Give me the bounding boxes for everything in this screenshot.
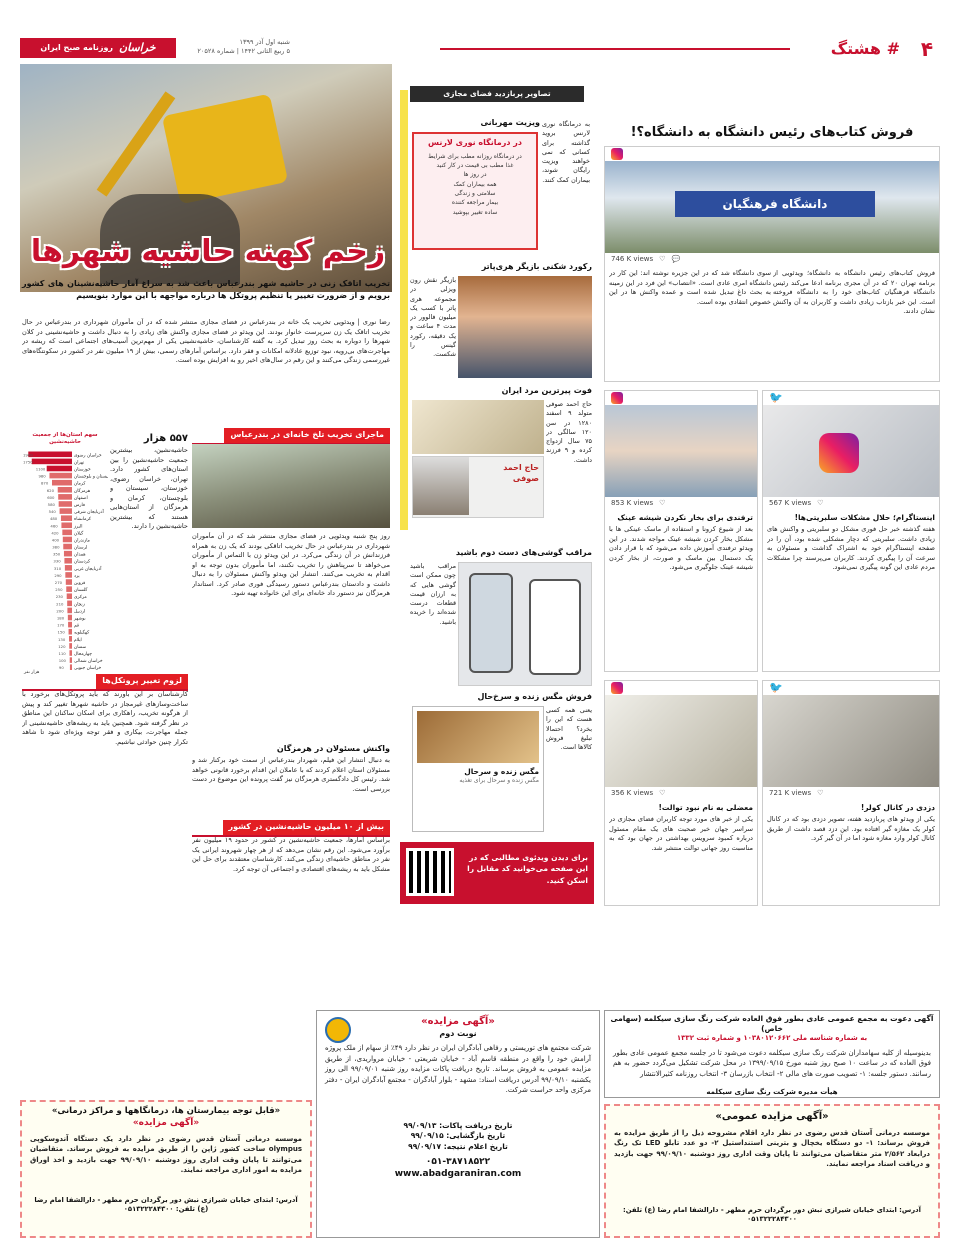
- qr-code-icon[interactable]: [406, 848, 454, 896]
- sub1-heading: [192, 428, 390, 445]
- excavator-arm: [97, 91, 176, 196]
- item5-title: فروش مگس زنده و سرخ‌حال: [477, 692, 592, 701]
- ad2-website[interactable]: www.abadgaraniran.com: [394, 1168, 522, 1179]
- chart-value-label: 100: [58, 657, 66, 663]
- chart-value-label: 1100: [35, 466, 46, 472]
- chart-value-label: 230: [55, 594, 63, 600]
- chart-value-label: 380: [52, 544, 60, 550]
- card2-stats-bar: [763, 497, 939, 511]
- card1-stats-bar: [605, 253, 939, 267]
- instagram-icon: [611, 682, 623, 694]
- fly-ad-title: مگس زنده و سرحال: [464, 767, 539, 776]
- ad4-sub: «آگهی مزایده»: [132, 1118, 200, 1129]
- item5-caption: یعنی همه کسی هست که این را بخرد؟ احتمالا تبلیغ فروش کالاها است.: [546, 706, 592, 752]
- qr-text: برای دیدن ویدئوی مطالبی که در این صفحه می‌خوانید کد مقابل را اسکن کنید.: [467, 853, 588, 885]
- item4-caption: مراقب باشید چون ممکن است گوشی هایی که به ارزان قیمت قطعات درست شده‌اند را خریده باشید.: [410, 562, 456, 626]
- poster-line: در درمانگاه روزانه مطب برای شرایط: [428, 152, 522, 160]
- chart-category-label: خراسان جنوبی: [74, 666, 102, 672]
- chart-category-label: هرمزگان: [74, 488, 91, 494]
- chart-category-label: فارس: [74, 502, 85, 508]
- chart-category-label: گلستان: [74, 587, 88, 593]
- ad-endoscope-auction: [20, 1100, 312, 1238]
- chart-bar: [63, 544, 72, 550]
- views-count-4: 721 K views: [769, 789, 812, 798]
- chart-bar: [68, 615, 72, 621]
- chart-bar: [68, 622, 72, 628]
- chart-value-label: 110: [58, 650, 66, 656]
- chart-bar: [67, 607, 72, 613]
- middle-yellow-strip: [400, 90, 408, 530]
- chart-category-label: خراسان رضوی: [74, 453, 102, 459]
- chart-bar: [65, 572, 72, 578]
- sub2-heading: واکنش مسئولان در هرمزگان: [276, 744, 390, 753]
- chart-value-label: 350: [52, 551, 61, 557]
- fly-ad-line: مگس زنده و سرحال برای تغذیه: [459, 777, 539, 785]
- chart-unit-label: هزار نفر: [24, 669, 40, 675]
- chart-value-label: 1900: [23, 452, 33, 458]
- chart-bar: [66, 586, 72, 592]
- excavator-shape: [162, 94, 288, 205]
- chart-value-label: 270: [54, 579, 63, 585]
- chart-category-label: بوشهر: [74, 616, 86, 622]
- poster-lines: [418, 152, 532, 217]
- province-bar-chart: [22, 447, 108, 675]
- main-intro: رضا نوری | ویدئویی تخریب یک خانه در بندرعباس در فضای مجازی منتشر شده که در آن مأموران شهرداری در بندرعباس در حال تخریب اتاقک یک زن سرپرست خانوار بودند. این ویدئو در فضای مجازی واکنش های زیادی را به دنبال داشت و حاشیه‌نشینی در کلان شهرها را دوباره به بحث روز تبدیل کرد. به گفته کارشناسان، حاشیه‌نشینی یکی از مهم‌ترین آسیب‌های اجتماعی است که ریشه در مهاجرت‌های بی‌رویه، نبود توزیع عادلانه امکانات و فقر دارد. براساس آمارهای رسمی، بیش از ۱۹ میلیون نفر در کشور در سکونتگاه‌های غیررسمی زندگی می‌کنند و این رقم در سال‌های اخیر رو به افزایش بوده است.: [22, 318, 390, 365]
- item2-caption: بازیگر نقش رون ویزلی در مجموعه هری پاتر با کسب یک میلیون فالوور در مدت ۴ ساعت و یک دقیقه، رکورد گینس را شکست.: [410, 276, 456, 359]
- card3-stats-bar: [605, 497, 757, 511]
- chart-category-label: آذربایجان غربی: [74, 566, 102, 572]
- chart-value-label: 420: [51, 530, 59, 536]
- chart-category-label: خراسان شمالی: [74, 658, 103, 664]
- university-post-card: [604, 146, 940, 382]
- ad2-date-3: تاریخ اعلام نتیجه: ۹۹/۰۹/۱۷: [408, 1141, 508, 1151]
- instagram-logo-icon: [819, 433, 859, 473]
- card3-title: ترفندی برای بخار نکردن شیشه عینک: [617, 513, 753, 522]
- ad3-address: آدرس: ابتدای خیابان شیرازی نبش دور برگردان حرم مطهر - دارالشفا امام رضا (ع) تلفن: ۰۵۱۳۲۲۲۸۴۳۰۰: [623, 1205, 921, 1223]
- qr-panel: [400, 842, 594, 904]
- instagram-icon: [611, 148, 623, 160]
- chart-bar: [52, 480, 72, 486]
- demolition-photo: [192, 444, 390, 528]
- chart-value-label: 310: [53, 565, 62, 571]
- toilet-post-card: [604, 680, 758, 906]
- chart-category-label: آذربایجان شرقی: [74, 509, 104, 515]
- chart-bar: [64, 551, 72, 557]
- ad1-body: بدینوسیله از کلیه سهامداران شرکت رنگ سازی سیکلمه دعوت می‌شود تا در جلسه مجمع عمومی عادی بطور فوق العاده که در ساعت ۱۰ صبح روز شنبه مورخ ۱۳۹۹/۰۹/۱۵ در محل شرکت تشکیل می‌گردد حضور به هم رسانند. دستور جلسه: ۱- تصویب صورت های مالی ۲- انتخاب بازرسان ۳- انتخاب روزنامه کثیرالانتشار: [613, 1048, 931, 1078]
- oldman-poster: [412, 456, 544, 518]
- ad2-date-1: تاریخ دریافت پاکات: ۹۹/۰۹/۱۳: [403, 1121, 513, 1131]
- chart-category-label: یزد: [74, 573, 80, 579]
- ad2-body: شرکت مجتمع های توریستی و رفاهی آبادگران ایران در نظر دارد ۴۹٪ از سهام از ملک پروژه آرامش خود را واقع در منطقه قاسم آباد - خیابان شریعتی - خیابان مرواریدی، از طریق مزایده عمومی به فروش برساند. تاریخ دریافت پاکات مزایده روز شنبه ۹۹/۰۹/۰۱ الی روز یکشنبه ۹۹/۰۹/۱۰ آدرس دریافت اسناد: مشهد - بلوار آبادگران - مجتمع آبادگران ایران - دفتر مرکزی واحد حراست شرکت.: [325, 1044, 592, 1095]
- heart-icon[interactable]: ♡: [659, 789, 666, 798]
- chart-category-label: البرز: [74, 524, 83, 530]
- poster-title: در درمانگاه نوری لارنس: [428, 138, 522, 147]
- heart-icon[interactable]: ♡: [817, 499, 824, 508]
- views-count-2: 567 K views: [769, 499, 812, 508]
- ad2-heading: «آگهی مزایده»: [421, 1016, 495, 1027]
- phone-shape-1: [469, 573, 513, 673]
- chart-bar: [67, 600, 72, 606]
- chart-bar: [47, 466, 72, 472]
- views-count-5: 356 K views: [611, 789, 654, 798]
- sub3-heading-text: بیش از ۱۰ میلیون حاشیه‌نشین در کشور: [223, 820, 391, 835]
- chart-bar: [58, 494, 72, 500]
- chart-category-label: مرکزی: [74, 595, 87, 601]
- paper-brand: خراسان: [119, 40, 156, 54]
- chart-bar: [64, 558, 72, 564]
- card1-top-bar: [605, 147, 939, 161]
- sub1-heading-text: ماجرای تخریب تلخ خانه‌ای در بندرعباس: [224, 428, 390, 443]
- views-count-1: 746 K views: [611, 255, 654, 264]
- chart-value-label: 90: [58, 665, 64, 671]
- poster-line: بیمار مراجعه کننده: [451, 199, 499, 207]
- chart-category-label: قزوین: [74, 580, 86, 586]
- chart-bar: [32, 458, 72, 464]
- chart-bar: [60, 508, 72, 514]
- chart-bar: [58, 487, 72, 493]
- item3-caption: حاج احمد صوفی متولد ۹ اسفند ۱۲۸۰ در سن ۱۲۰ سالگی در ۷۵ سال ازدواج کرده و ۹ فرزند داشت.: [546, 400, 592, 464]
- chart-value-label: 130: [58, 636, 66, 642]
- chart-value-label: 480: [49, 516, 58, 522]
- ad4-heading: «قابل توجه بیمارستان ها، درمانگاهها و مراکز درمانی»: [51, 1106, 281, 1116]
- chart-category-label: گیلان: [74, 531, 84, 537]
- card5-title: معضلی به نام نبود توالت!: [658, 803, 753, 812]
- chart-category-label: همدان: [74, 552, 86, 558]
- chart-value-label: 150: [57, 629, 65, 635]
- chart-value-label: 600: [47, 494, 55, 500]
- oldman-portrait: [413, 457, 469, 515]
- heart-icon[interactable]: ♡: [817, 789, 824, 798]
- chart-bar: [66, 579, 72, 585]
- chart-category-label: اصفهان: [74, 495, 88, 501]
- ad3-body: موسسه درمانی آستان قدس رضوی در نظر دارد اقلام مشروحه ذیل را از طریق مزایده به فروش برساند: ۱- دو دستگاه یخچال و بترینی استنداستیل ۲- دو عدد تابلو LED تک رنگ درابعاد ۲/۵۶۲ متر متقاضیان می‌توانند تا پایان وقت اداری روز دوشنبه ۹۹/۰۹/۱۰ جهت بازدید و دریافت اسناد مراجعه نمایند.: [614, 1128, 930, 1168]
- chart-category-label: سمنان: [74, 644, 87, 650]
- instagram-icon: [611, 392, 623, 404]
- card4-top-bar: [763, 681, 939, 695]
- chart-bar: [61, 515, 72, 521]
- ad1-sub: به شماره شناسه ملی ۱۰۳۸۰۱۲۰۶۶۲ و شماره ثبت ۱۳۳۲: [676, 1034, 868, 1043]
- card2-text: هفته گذشته خبر حل فوری مشکل دو سلبریتی و واکنش های زیادی داشت. سلبریتی که دچار مشکلی شده بود، آن را در صفحه اینستاگرام خود به اشتراک گذاشت و مسئولان به سرعت آن را پیگیری کردند. کاربران می‌پرسند چرا مشکلات مردم عادی این گونه پیگیری نمی‌شود.: [767, 525, 935, 572]
- cooler-post-card: [762, 680, 940, 906]
- chart-category-label: سیستان و بلوچستان: [74, 474, 108, 480]
- phones-photo: [458, 562, 592, 686]
- main-headline: زخم کهنه حاشیه شهرها: [30, 234, 386, 269]
- card4-title: دزدی در کانال کولر!: [860, 803, 935, 812]
- university-sign: دانشگاه فرهنگیان: [675, 191, 875, 217]
- chart-value-label: 540: [48, 508, 56, 514]
- ad4-address: آدرس: ابتدای خیابان شیرازی نبش دور برگردان حرم مطهر - دارالشفا امام رضا (ع) تلفن: ۰۵۱۳۲۲۲۸۴۳۰۰: [34, 1195, 298, 1213]
- chart-category-label: چهارمحال: [74, 651, 92, 657]
- poster-line: در روز ها: [463, 171, 487, 179]
- ad3-heading: «آگهی مزایده عمومی»: [715, 1111, 829, 1122]
- chart-value-label: 170: [57, 622, 65, 628]
- sub3-text: براساس آمارها، جمعیت حاشیه‌نشین در کشور در حدود ۱۹ میلیون نفر برآورد می‌شود. این رقم نشان می‌دهد که از هر چهار شهروند ایرانی یک نفر در مناطق حاشیه‌ای زندگی می‌کند. کارشناسان معتقدند برای حل این مشکل باید به ریشه‌های اقتصادی و اجتماعی آن توجه کرد.: [192, 836, 390, 873]
- stat-text: حاشیه‌نشین، بیشترین جمعیت حاشیه‌نشین را بین استان‌های کشور دارد. تهران، خراسان رضوی، خوزستان، سیستان و بلوچستان، کرمان و هرمزگان از استان‌هایی هستند که بیشترین حاشیه‌نشین را دارند.: [110, 446, 188, 531]
- chart-category-label: کرمان: [74, 481, 86, 487]
- ad4-body: موسسه درمانی آستان قدس رضوی در نظر دارد یک دستگاه آندوسکوپی olympus ساخت کشور ژاپن را از طریق مزایده به فروش برساند. متقاضیان می‌توانند تا پایان وقت اداری روز دوشنبه ۹۹/۰۹/۱۰ جهت بازدید و اخذ اوراق مزایده به امور اداری مراجعه نمایند.: [30, 1134, 302, 1175]
- sub3-heading: [192, 820, 390, 837]
- middle-banner: تصاویر پربازدید فضای مجازی: [410, 86, 584, 102]
- card5-text: یکی از خبر های مورد توجه کاربران فضای مجازی در سراسر جهان خبر صحبت های یک مقام مسئول درباره کمبود سرویس بهداشتی در جهان بود که به مناسبت روز جهانی توالت منتشر شد.: [609, 815, 753, 852]
- card3-top-bar: [605, 391, 757, 405]
- chart-category-label: تهران: [74, 460, 85, 466]
- header-rule: [440, 48, 790, 50]
- chart-value-label: 460: [50, 523, 58, 529]
- masthead-badge: [20, 38, 176, 58]
- chart-value-label: 120: [58, 643, 66, 649]
- sub4-heading-text: لزوم تغییر پروتکل‌ها: [96, 674, 188, 689]
- page-number: ۴: [920, 37, 934, 61]
- chart-bar: [65, 565, 72, 571]
- chart-category-label: ایلام: [74, 637, 82, 643]
- chart-category-label: اردبیل: [74, 609, 86, 615]
- poster-line: سلامتی و زندگی: [454, 189, 496, 197]
- chart-value-label: 250: [55, 586, 63, 592]
- document-photo: [412, 400, 544, 454]
- sub4-heading: [22, 674, 188, 691]
- chart-category-label: خوزستان: [74, 467, 91, 473]
- card5-top-bar: [605, 681, 757, 695]
- ad2-date-2: تاریخ بازگشایی: ۹۹/۰۹/۱۵: [410, 1131, 506, 1141]
- mask-photo: [605, 405, 757, 497]
- chart-value-label: 580: [47, 501, 55, 507]
- date-line: [180, 38, 290, 56]
- ad1-heading: آگهی دعوت به مجمع عمومی عادی بطور فوق العاده شرکت رنگ سازی سیکلمه (سهامی خاص): [610, 1014, 934, 1034]
- ad-auction-abadgaran: [316, 1010, 600, 1238]
- card5-stats-bar: [605, 787, 757, 801]
- date-primary: شنبه اول آذر ۱۳۹۹: [239, 38, 290, 46]
- chart-bar: [69, 636, 72, 642]
- chart-value-label: 1750: [23, 459, 33, 465]
- university-text-2: سوی دانشگاه شد که در این جزیره نوشته اند: این کار در دانشگاه امری عادی است. «انتصاب» این فرد در این زمینه به بحث داغ تبدیل شده است و عمده واکنش ها در این خصوص انتقادی بوده است.: [609, 269, 771, 306]
- ad2-logo: [325, 1017, 351, 1043]
- chart-value-label: 180: [56, 615, 65, 621]
- chart-bar: [67, 593, 72, 599]
- sub4-text: کارشناسان بر این باورند که باید پروتکل‌های برخورد با ساخت‌وسازهای غیرمجاز در حاشیه شهرها تغییر کند و پیش از هرگونه تخریب، راهکاری برای اسکان ساکنان این مناطق در نظر گرفته شود. همچنین باید به ریشه‌های حاشیه‌نشینی از جمله مهاجرت، بیکاری و فقر توجه ویژه‌ای شود تا شاهد تکرار چنین حوادثی نباشیم.: [22, 690, 188, 746]
- chart-bar: [59, 501, 72, 507]
- page-header: [20, 34, 940, 62]
- clinic-poster: [412, 132, 538, 250]
- chart-bar: [63, 537, 72, 543]
- card4-stats-bar: [763, 787, 939, 801]
- heart-icon[interactable]: ♡: [659, 499, 666, 508]
- stat-number: ۵۵۷ هزار: [143, 433, 188, 444]
- toilet-photo: [605, 695, 757, 787]
- university-text-1: فروش کتاب‌های رئیس دانشگاه به دانشگاه؛ ویدئویی از برنامه تهران ۲۰ که در آن مجری برنامه ادعا می‌کند رئیس دانشگاه فرهنگیان کتاب‌های خود را به دانشگاه فروخته است. این خبر بازتاب زیادی داشت و کاربران به آن واکنش نشان دادند.: [773, 269, 935, 316]
- sub2-text: به دنبال انتشار این فیلم، شهردار بندرعباس از سمت خود برکنار شد و مسئولان استان اعلام کردند که با عاملان این اقدام برخورد قانونی خواهد شد. رئیس کل دادگستری هرمزگان نیز گفت پرونده این موضوع در دست بررسی است.: [192, 756, 390, 793]
- chart-value-label: 200: [56, 608, 64, 614]
- chart-bar: [62, 529, 72, 535]
- chart-bar: [61, 522, 72, 528]
- chart-value-label: 870: [40, 480, 49, 486]
- ad-paint-company: [604, 1010, 940, 1098]
- card2-title: اینستاگرام؛ حلال مشکلات سلبریتی‌ها!: [794, 513, 935, 522]
- poster-line: همه بیماران کمک: [453, 180, 497, 188]
- ad-health-auction: [604, 1104, 940, 1238]
- chart-value-label: 330: [53, 558, 61, 564]
- item1-title: ویزیت مهربانی: [480, 118, 540, 127]
- chart-bar: [69, 629, 72, 635]
- mask-post-card: [604, 390, 758, 672]
- chart-category-label: لرستان: [74, 545, 88, 551]
- actor-photo: [458, 276, 592, 378]
- chart-category-label: کهگیلویه: [74, 630, 90, 636]
- twitter-icon: 🐦: [769, 390, 783, 404]
- poster-line: ساده تغییر بپوشید: [452, 208, 498, 216]
- sub1-text: روز پنج شنبه ویدئویی در فضای مجازی منتشر شد که در آن مأموران شهرداری در بندرعباس در حال تخریب اتاقکی بودند که یک زن به همراه فرزندانش در آن زندگی می‌کرد. در این ویدئو زن با التماس از مأموران می‌خواهد تا سرپناهش را تخریب نکنند، اما مأموران بدون توجه به او اقدام به تخریب می‌کنند. انتشار این ویدئو واکنش مسئولان را به دنبال داشت و دادستان بندرعباس دستور رسیدگی فوری صادر کرد. استاندار هرمزگان نیز دستور داد خانه‌ای برای این خانواده تهیه شود.: [192, 532, 390, 598]
- poster-line: غذا مطب بی قیمت در کار کنید: [436, 162, 514, 170]
- chart-category-label: زنجان: [74, 602, 85, 608]
- comment-icon[interactable]: 💬: [671, 255, 681, 264]
- item3-title: فوت پیرترین مرد ایران: [501, 386, 592, 395]
- fly-photo: [417, 711, 539, 763]
- paper-name: روزنامه صبح ایران: [40, 42, 114, 52]
- cooler-photo: [763, 695, 939, 787]
- heart-icon[interactable]: ♡: [659, 255, 666, 264]
- ad1-signature: هیأت مدیره شرکت رنگ سازی سیکلمه: [706, 1087, 838, 1096]
- chart-box: [22, 432, 108, 675]
- fly-ad-card: [412, 706, 544, 832]
- ad2-sub: نوبت دوم: [439, 1028, 477, 1038]
- item4-title: مراقب گوشی‌های دست دوم باشید: [455, 548, 592, 557]
- chart-category-label: کردستان: [74, 559, 91, 565]
- chart-side-text: [22, 644, 188, 674]
- card4-text: یکی از ویدئو های پربازدید هفته، تصویر دزدی بود که در کانال کولر یک مغازه گیر افتاده بود. این دزد قصد داشت از طریق کانال کولر وارد مغازه شود اما در آن گیر کرد.: [767, 815, 935, 843]
- card2-top-bar: [763, 391, 939, 405]
- date-secondary: ۵ ربیع الثانی ۱۴۴۲ | شماره ۲۰۵۲۸: [197, 46, 290, 55]
- section-title: # هشتگ: [830, 39, 900, 58]
- instagram-phone-photo: [763, 405, 939, 497]
- ad2-phone: ۰۵۱-۳۸۷۱۸۵۲۲: [425, 1156, 491, 1167]
- chart-value-label: 400: [51, 537, 60, 543]
- chart-category-label: مازندران: [74, 538, 90, 544]
- views-count-3: 853 K views: [611, 499, 654, 508]
- chart-value-label: 210: [56, 601, 64, 607]
- main-subhead: تخریب اتاقک زنی در حاشیه شهر بندرعباس باعث شد به سراغ آمار حاشیه‌نشینان های کشور برویم و از ضرورت تغییر یا تنظیم پروتکل ها درباره مواجهه با این موارد بنویسیم: [22, 279, 390, 300]
- chart-value-label: 980: [38, 473, 46, 479]
- phone-shape-2: [529, 579, 581, 675]
- celebrity-post-card: [762, 390, 940, 672]
- item1-caption: به درمانگاه نوری لارنس بروید گذاشته برای کسانی که نمی خواهند ویزیت رایگان شوند، بیماران کمک کنند.: [542, 120, 590, 184]
- chart-bar: [49, 473, 72, 479]
- twitter-icon: 🐦: [769, 680, 783, 694]
- right-title: فروش کتاب‌های رئیس دانشگاه به دانشگاه؟!: [630, 125, 914, 140]
- university-photo: [605, 161, 939, 253]
- chart-value-label: 290: [54, 572, 62, 578]
- chart-title: سهم استان‌ها از جمعیت حاشیه‌نشین: [32, 432, 98, 446]
- item2-title: رکورد شکنی بازیگر هری‌پاتر: [481, 262, 592, 271]
- chart-value-label: 620: [46, 487, 54, 493]
- chart-category-label: کرمانشاه: [74, 517, 91, 523]
- chart-bar: [28, 451, 72, 457]
- card3-text: بعد از شیوع کرونا و استفاده از ماسک عینکی ها با مشکل بخار کردن شیشه عینک مواجه شدند. در این ویدئو ترفندی آموزش داده می‌شود که با قرار دادن یک دستمال بین ماسک و صورت، از بخار کردن شیشه عینک جلوگیری می‌شود.: [609, 525, 753, 572]
- oldman-poster-name: حاج احمد صوفی: [503, 463, 539, 483]
- chart-category-label: قم: [74, 623, 80, 629]
